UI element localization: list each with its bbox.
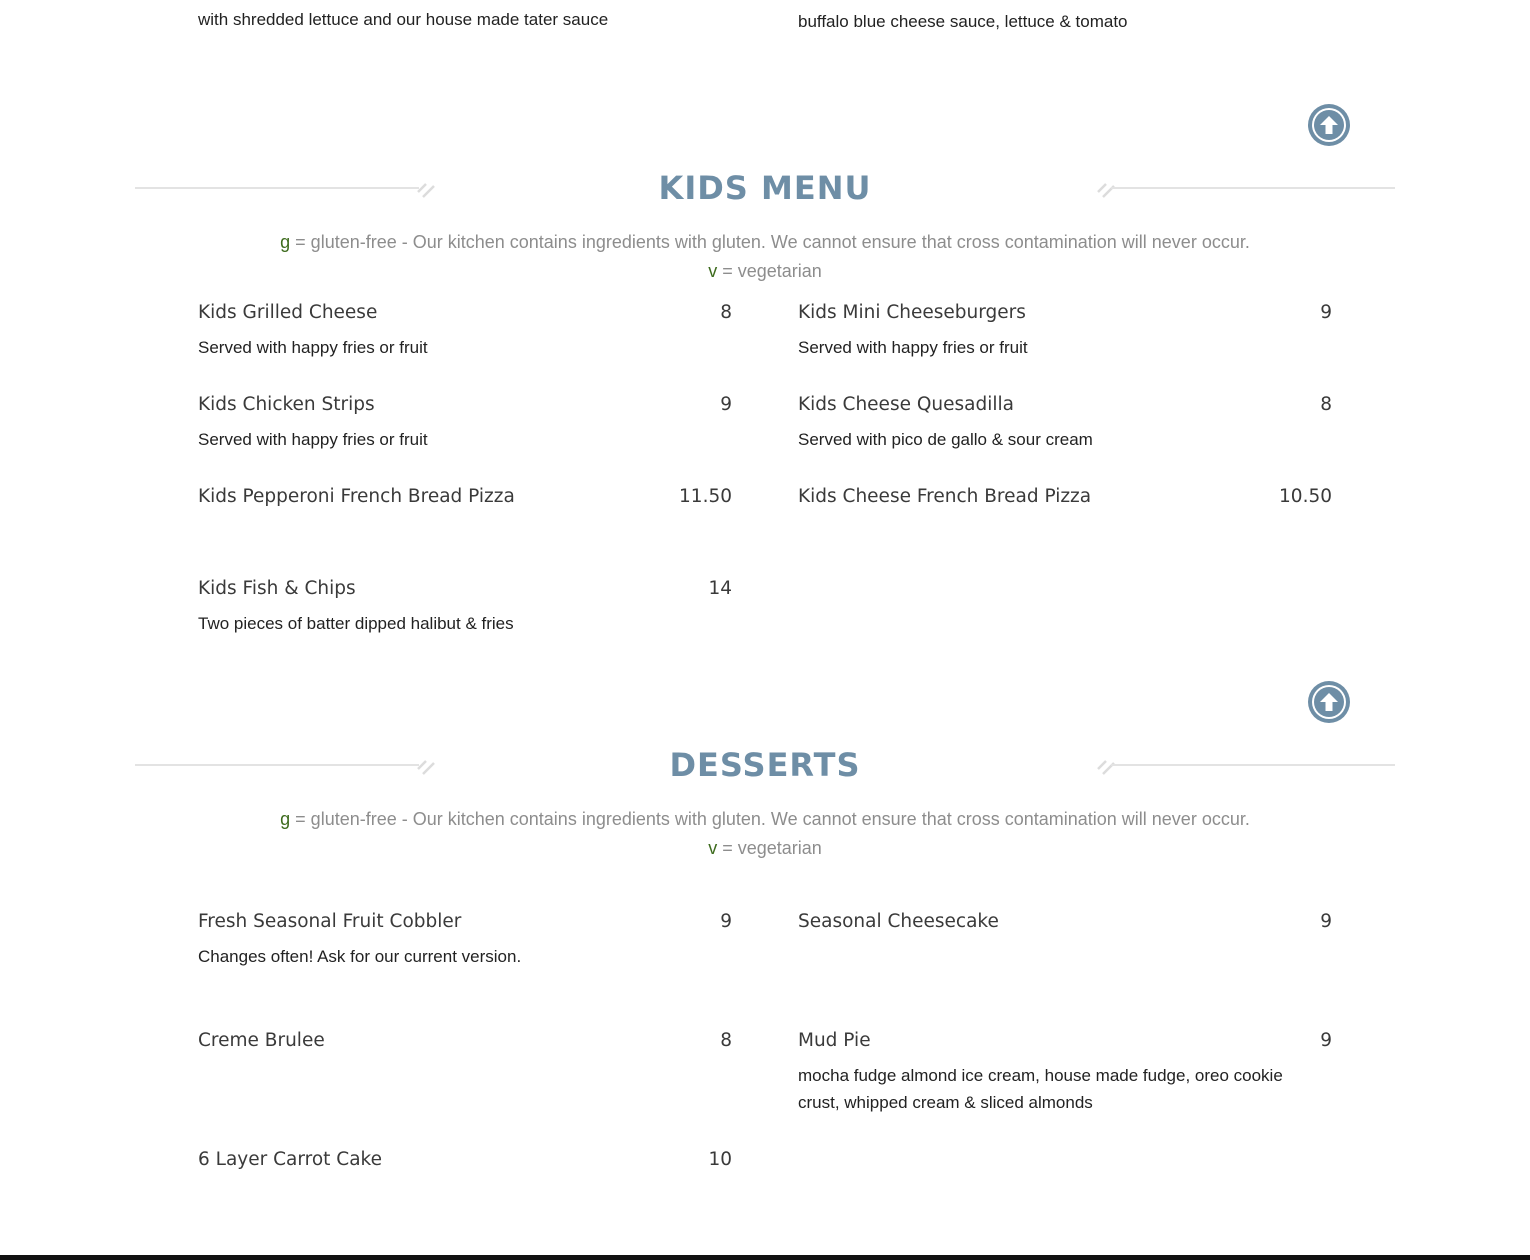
item-name: Kids Fish & Chips xyxy=(198,578,356,599)
item-description: Served with happy fries or fruit xyxy=(198,430,428,449)
item-price: 8 xyxy=(1320,394,1332,415)
legend-vegetarian: v = vegetarian xyxy=(708,838,822,858)
item-price: 9 xyxy=(1320,302,1332,323)
item-price: 10 xyxy=(708,1149,732,1170)
item-name: Fresh Seasonal Fruit Cobbler xyxy=(198,911,462,932)
item-name: Kids Cheese French Bread Pizza xyxy=(798,486,1092,507)
legend-gluten-free: g = gluten-free - Our kitchen contains ingredients with gluten. We cannot ensure that cross contamination will never occur. xyxy=(280,809,1250,829)
item-description: with shredded lettuce and our house made tater sauce xyxy=(198,10,609,29)
item-price: 9 xyxy=(720,394,732,415)
item-price: 11.50 xyxy=(679,486,732,507)
item-price: 8 xyxy=(720,302,732,323)
item-price: 10.50 xyxy=(1279,486,1332,507)
footer-bar xyxy=(0,1255,1530,1260)
item-price: 8 xyxy=(720,1030,732,1051)
item-description: Two pieces of batter dipped halibut & fries xyxy=(198,614,514,633)
item-description: Changes often! Ask for our current version. xyxy=(198,947,522,966)
item-name: Creme Brulee xyxy=(198,1030,325,1051)
item-name: Kids Pepperoni French Bread Pizza xyxy=(198,486,515,507)
divider-rule xyxy=(1111,187,1395,189)
back-to-top-button[interactable] xyxy=(1308,681,1350,723)
section-header-kids xyxy=(135,168,1395,208)
item-description: Served with happy fries or fruit xyxy=(798,338,1028,357)
item-name: Mud Pie xyxy=(798,1030,871,1051)
item-description: buffalo blue cheese sauce, lettuce & tomato xyxy=(798,12,1128,31)
item-name: 6 Layer Carrot Cake xyxy=(198,1149,382,1170)
item-description: Served with happy fries or fruit xyxy=(198,338,428,357)
arrow-up-circle-icon xyxy=(1312,685,1346,719)
item-price: 9 xyxy=(1320,911,1332,932)
arrow-up-circle-icon xyxy=(1312,108,1346,142)
section-header-desserts xyxy=(135,745,1395,785)
item-description: Served with pico de gallo & sour cream xyxy=(798,430,1093,449)
item-name: Kids Chicken Strips xyxy=(198,394,375,415)
back-to-top-button[interactable] xyxy=(1308,104,1350,146)
item-price: 14 xyxy=(708,578,732,599)
section-title: DESSERTS xyxy=(669,746,861,784)
item-name: Seasonal Cheesecake xyxy=(798,911,999,932)
section-title: KIDS MENU xyxy=(658,169,872,207)
item-price: 9 xyxy=(1320,1030,1332,1051)
item-name: Kids Grilled Cheese xyxy=(198,302,378,323)
item-description: mocha fudge almond ice cream, house made fudge, oreo cookie crust, whipped cream & sliced almonds xyxy=(798,1066,1283,1112)
divider-rule xyxy=(1111,764,1395,766)
item-name: Kids Mini Cheeseburgers xyxy=(798,302,1026,323)
legend-gluten-free: g = gluten-free - Our kitchen contains ingredients with gluten. We cannot ensure that cross contamination will never occur. xyxy=(280,232,1250,252)
legend-vegetarian: v = vegetarian xyxy=(708,261,822,281)
item-name: Kids Cheese Quesadilla xyxy=(798,394,1014,415)
item-price: 9 xyxy=(720,911,732,932)
